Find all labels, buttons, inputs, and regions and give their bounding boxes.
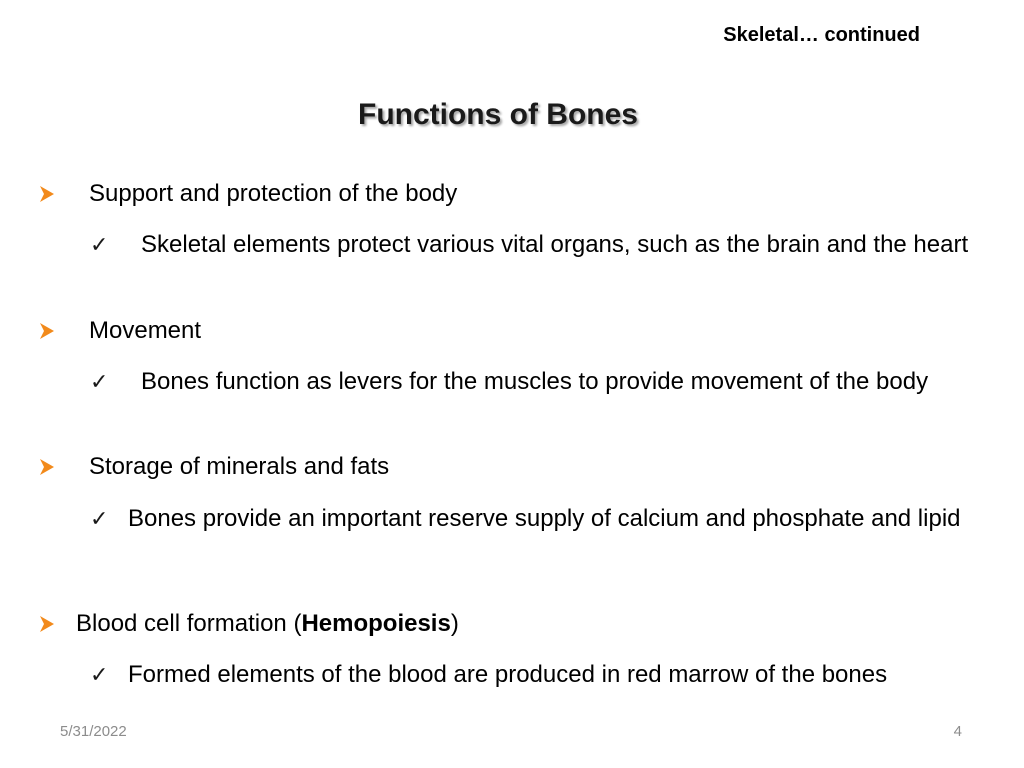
bullet-movement	[40, 314, 1000, 348]
bullet-blood-cell-formation	[40, 607, 1000, 641]
checkmark-icon: ✓	[90, 662, 109, 687]
slide-number: 4	[953, 723, 962, 740]
arrow-bullet-icon	[40, 459, 54, 475]
arrow-bullet-icon	[40, 323, 54, 339]
footer-date: 5/31/2022	[60, 723, 127, 740]
arrow-bullet-icon	[40, 616, 54, 632]
sub-bullet-support	[90, 228, 988, 296]
sub-bullet-storage	[90, 502, 988, 570]
bullet-support	[40, 177, 1000, 211]
sub-bullet-text: Bones provide an important reserve supply of calcium and phosphate and lipid	[128, 505, 961, 532]
sub-bullet-blood-cell-formation	[90, 658, 988, 692]
arrow-bullet-icon	[40, 186, 54, 202]
bullet-text: Storage of minerals and fats	[89, 453, 390, 480]
bullet-text: Support and protection of the body	[89, 180, 458, 207]
slide-title: Functions of Bones	[358, 98, 638, 131]
checkmark-icon: ✓	[90, 369, 109, 394]
bullet-storage	[40, 450, 1000, 484]
hemopoiesis-term: Hemopoiesis	[301, 610, 451, 637]
bullet-text	[76, 607, 459, 641]
sub-bullet-text: Formed elements of the blood are produced in red marrow of the bones	[128, 661, 888, 688]
bullet-text: Movement	[89, 317, 202, 344]
section-label: Skeletal… continued	[723, 24, 920, 46]
checkmark-icon: ✓	[90, 232, 109, 257]
sub-bullet-movement	[90, 365, 988, 433]
sub-bullet-text: Bones function as levers for the muscles to provide movement of the body	[141, 368, 929, 395]
bullet-text-suffix: )	[450, 610, 459, 637]
sub-bullet-text: Skeletal elements protect various vital organs, such as the brain and the heart	[141, 231, 969, 258]
bullet-text-prefix: Blood cell formation (	[76, 610, 302, 637]
checkmark-icon: ✓	[90, 506, 109, 531]
